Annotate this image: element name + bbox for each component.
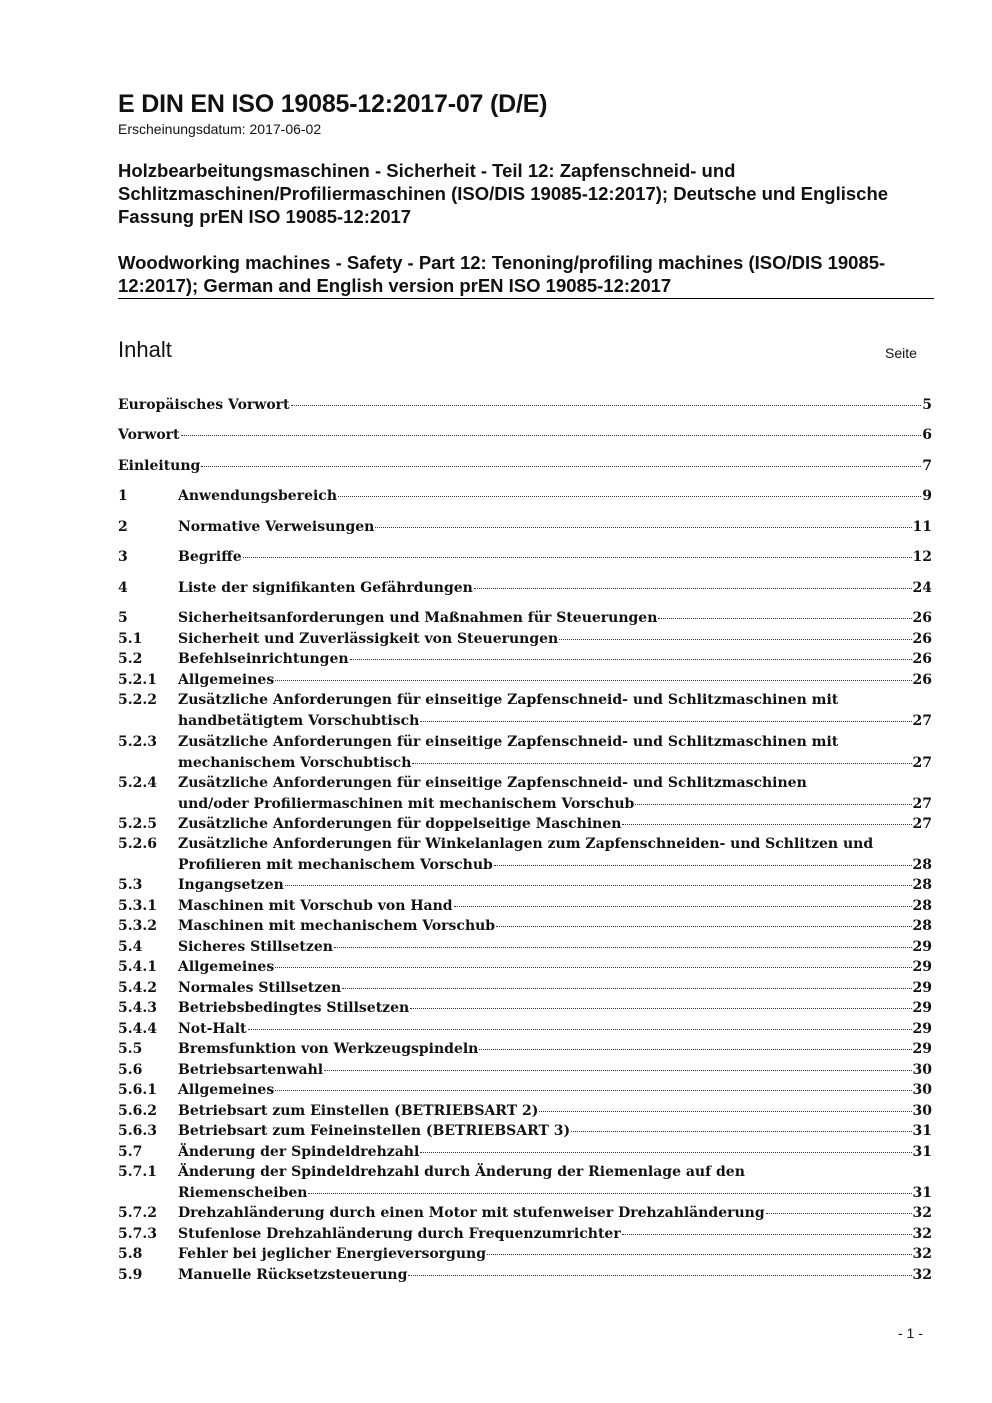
toc-entry-page: 29	[912, 980, 932, 996]
toc-entry-number: 3	[118, 549, 128, 565]
toc-entry-title: Europäisches Vorwort	[118, 397, 290, 413]
toc-entry-title: Profilieren mit mechanischem Vorschub	[178, 856, 493, 873]
toc-entry-title: Zusätzliche Anforderungen für einseitige Zapfenschneid- und Schlitzmaschinen mit	[178, 734, 839, 750]
toc-entry-page: 27	[912, 754, 932, 771]
dot-leader	[474, 588, 912, 589]
toc-entry-page: 29	[912, 939, 932, 955]
toc-entry-page: 29	[912, 1000, 932, 1016]
dot-leader	[275, 680, 911, 681]
dot-leader	[350, 659, 912, 660]
dot-leader	[622, 824, 911, 825]
toc-entry-title: Betriebsartenwahl	[178, 1062, 324, 1078]
toc-entry-page: 26	[912, 672, 932, 688]
toc-entry-page: 28	[912, 898, 932, 914]
toc-entry-number: 5.2.6	[118, 836, 157, 852]
toc-entry-title: Betriebsart zum Einstellen (BETRIEBSART 2)	[178, 1103, 539, 1119]
toc-entry-title: Ingangsetzen	[178, 877, 284, 893]
dot-leader	[420, 721, 911, 722]
dot-leader	[658, 618, 911, 619]
dot-leader	[454, 906, 912, 907]
toc-entry-number: 1	[118, 488, 128, 504]
toc-entry-number: 5.9	[118, 1267, 143, 1283]
toc-entry-title: Zusätzliche Anforderungen für doppelseitige Maschinen	[178, 816, 622, 832]
dot-leader	[181, 435, 922, 436]
toc-page-column-label: Seite	[885, 345, 917, 361]
toc-entry-title: Riemenscheiben	[178, 1184, 308, 1201]
toc-entry-title: Sicherheit und Zuverlässigkeit von Steuerungen	[178, 631, 559, 647]
toc-entry-title: Allgemeines	[178, 1082, 275, 1098]
toc-entry-title: Liste der signifikanten Gefährdungen	[178, 580, 473, 596]
toc-entry-page: 27	[912, 816, 932, 832]
toc-entry-page: 29	[912, 1041, 932, 1057]
toc-entry-number: 5.3.2	[118, 918, 157, 934]
toc-entry-page: 28	[912, 918, 932, 934]
toc-entry-number: 5.2.1	[118, 672, 157, 688]
toc-entry-title: Anwendungsbereich	[178, 488, 337, 504]
toc-entry-number: 2	[118, 519, 128, 535]
toc-entry-page: 11	[912, 519, 932, 535]
toc-entry-page: 32	[912, 1267, 932, 1283]
toc-entry-number: 5.2.5	[118, 816, 157, 832]
dot-leader	[375, 527, 911, 528]
toc-entry-title: Vorwort	[118, 427, 180, 443]
toc-entry-number: 5.7.3	[118, 1226, 157, 1242]
toc-entry-title: und/oder Profiliermaschinen mit mechanischem Vorschub	[178, 795, 635, 812]
toc-entry-page: 24	[912, 580, 932, 596]
dot-leader	[324, 1070, 911, 1071]
dot-leader	[285, 885, 912, 886]
toc-entry-number: 5.1	[118, 631, 143, 647]
toc-entry-page: 29	[912, 1021, 932, 1037]
toc-entry-page: 32	[912, 1226, 932, 1242]
dot-leader	[559, 639, 911, 640]
toc-entry-title: Begriffe	[178, 549, 242, 565]
toc-entry-title: Allgemeines	[178, 672, 275, 688]
toc-entry-page: 32	[912, 1205, 932, 1221]
toc-entry-title: Änderung der Spindeldrehzahl	[178, 1144, 420, 1160]
toc-entry-number: 5.4.1	[118, 959, 157, 975]
toc-entry-title: Betriebsbedingtes Stillsetzen	[178, 1000, 410, 1016]
toc-entry-page: 5	[922, 397, 932, 413]
dot-leader	[635, 804, 911, 805]
dot-leader	[308, 1193, 911, 1194]
toc-entry-number: 5.4.4	[118, 1021, 157, 1037]
toc-entry-page: 26	[912, 610, 932, 626]
toc-entry-title: Allgemeines	[178, 959, 275, 975]
toc-entry-number: 5.2.4	[118, 775, 157, 791]
toc-entry-title: Betriebsart zum Feineinstellen (BETRIEBSART 3)	[178, 1123, 571, 1139]
toc-entry-title: handbetätigtem Vorschubtisch	[178, 712, 420, 729]
toc-entry-number: 5.6.1	[118, 1082, 157, 1098]
dot-leader	[410, 1008, 911, 1009]
dot-leader	[201, 466, 921, 467]
toc-entry-number: 5	[118, 610, 128, 626]
dot-leader	[334, 947, 912, 948]
toc-entry-number: 5.2.3	[118, 734, 157, 750]
document-title: E DIN EN ISO 19085-12:2017-07 (D/E)	[118, 90, 548, 118]
toc-entry-title: Sicherheitsanforderungen und Maßnahmen für Steuerungen	[178, 610, 658, 626]
dot-leader	[338, 496, 921, 497]
title-german: Holzbearbeitungsmaschinen - Sicherheit - Teil 12: Zapfenschneid- und Schlitzmaschinen/Profiliermaschinen (ISO/DIS 19085-12:2017); Deutsche und Englische Fassung prEN ISO 19085-12:2017	[118, 160, 889, 227]
toc-entry-page: 29	[912, 959, 932, 975]
toc-entry-page: 27	[912, 712, 932, 729]
toc-entry-number: 5.8	[118, 1246, 143, 1262]
toc-entry-title: Befehlseinrichtungen	[178, 651, 349, 667]
dot-leader	[487, 1254, 912, 1255]
toc-entry-title: Maschinen mit mechanischem Vorschub	[178, 918, 496, 934]
toc-entry-number: 5.6	[118, 1062, 143, 1078]
toc-entry-page: 30	[912, 1103, 932, 1119]
toc-entry-title: Änderung der Spindeldrehzahl durch Änderung der Riemenlage auf den	[178, 1164, 745, 1180]
toc-entry-page: 6	[922, 427, 932, 443]
toc-entry-number: 5.2	[118, 651, 143, 667]
toc-entry-page: 30	[912, 1062, 932, 1078]
toc-entry-page: 31	[912, 1123, 932, 1139]
toc-entry-number: 5.4	[118, 939, 143, 955]
toc-entry-number: 5.4.2	[118, 980, 157, 996]
dot-leader	[412, 763, 911, 764]
toc-entry-number: 5.5	[118, 1041, 143, 1057]
toc-entry-page: 27	[912, 795, 932, 812]
dot-leader	[275, 1090, 911, 1091]
dot-leader	[408, 1275, 911, 1276]
toc-entry-title: Einleitung	[118, 458, 201, 474]
toc-entry-title: Zusätzliche Anforderungen für einseitige Zapfenschneid- und Schlitzmaschinen mit	[178, 692, 839, 708]
toc-entry-number: 5.4.3	[118, 1000, 157, 1016]
toc-entry-page: 9	[922, 488, 932, 504]
toc-entry-number: 5.3	[118, 877, 143, 893]
dot-leader	[494, 865, 912, 866]
header-divider	[118, 298, 934, 299]
dot-leader	[248, 1029, 912, 1030]
release-date: Erscheinungsdatum: 2017-06-02	[118, 121, 322, 137]
toc-entry-title: Normative Verweisungen	[178, 519, 375, 535]
page-number: - 1 -	[898, 1325, 923, 1341]
toc-entry-number: 5.3.1	[118, 898, 157, 914]
toc-entry-title: Not-Halt	[178, 1021, 247, 1037]
toc-entry-number: 5.6.2	[118, 1103, 157, 1119]
toc-entry-page: 7	[922, 458, 932, 474]
toc-heading: Inhalt	[118, 337, 172, 362]
toc-entry-number: 5.7.2	[118, 1205, 157, 1221]
toc-entry-page: 26	[912, 651, 932, 667]
dot-leader	[766, 1213, 912, 1214]
dot-leader	[571, 1131, 911, 1132]
toc-entry-page: 31	[912, 1144, 932, 1160]
toc-entry-number: 5.7	[118, 1144, 143, 1160]
toc-entry-title: Zusätzliche Anforderungen für einseitige Zapfenschneid- und Schlitzmaschinen	[178, 775, 807, 791]
toc-entry-page: 32	[912, 1246, 932, 1262]
toc-entry-number: 5.7.1	[118, 1164, 157, 1180]
toc-entry-title: Bremsfunktion von Werkzeugspindeln	[178, 1041, 479, 1057]
toc-entry-page: 28	[912, 856, 932, 873]
dot-leader	[479, 1049, 911, 1050]
dot-leader	[539, 1111, 911, 1112]
toc-entry-page: 30	[912, 1082, 932, 1098]
toc-entry-title: mechanischem Vorschubtisch	[178, 754, 412, 771]
dot-leader	[291, 405, 922, 406]
toc-entry-title: Fehler bei jeglicher Energieversorgung	[178, 1246, 486, 1262]
toc-entry-title: Zusätzliche Anforderungen für Winkelanlagen zum Zapfenschneiden- und Schlitzen und	[178, 836, 874, 852]
toc-entry-title: Manuelle Rücksetzsteuerung	[178, 1267, 408, 1283]
dot-leader	[243, 557, 912, 558]
toc-entry-title: Maschinen mit Vorschub von Hand	[178, 898, 453, 914]
dot-leader	[420, 1152, 911, 1153]
toc-entry-number: 5.6.3	[118, 1123, 157, 1139]
toc-entry-title: Stufenlose Drehzahländerung durch Frequenzumrichter	[178, 1226, 621, 1242]
toc-entry-page: 28	[912, 877, 932, 893]
dot-leader	[275, 967, 911, 968]
toc-entry-number: 4	[118, 580, 128, 596]
toc-entry-page: 26	[912, 631, 932, 647]
dot-leader	[622, 1234, 912, 1235]
toc-entry-number: 5.2.2	[118, 692, 157, 708]
toc-entry-title: Sicheres Stillsetzen	[178, 939, 333, 955]
toc-entry-title: Drehzahländerung durch einen Motor mit stufenweiser Drehzahländerung	[178, 1205, 765, 1221]
toc-entry-page: 12	[912, 549, 932, 565]
dot-leader	[496, 926, 911, 927]
toc-entry-title: Normales Stillsetzen	[178, 980, 342, 996]
dot-leader	[342, 988, 911, 989]
toc-entry-page: 31	[912, 1184, 932, 1201]
title-english: Woodworking machines - Safety - Part 12: Tenoning/profiling machines (ISO/DIS 19085-12:2017); German and English version prEN ISO 19085-12:2017	[118, 252, 886, 296]
